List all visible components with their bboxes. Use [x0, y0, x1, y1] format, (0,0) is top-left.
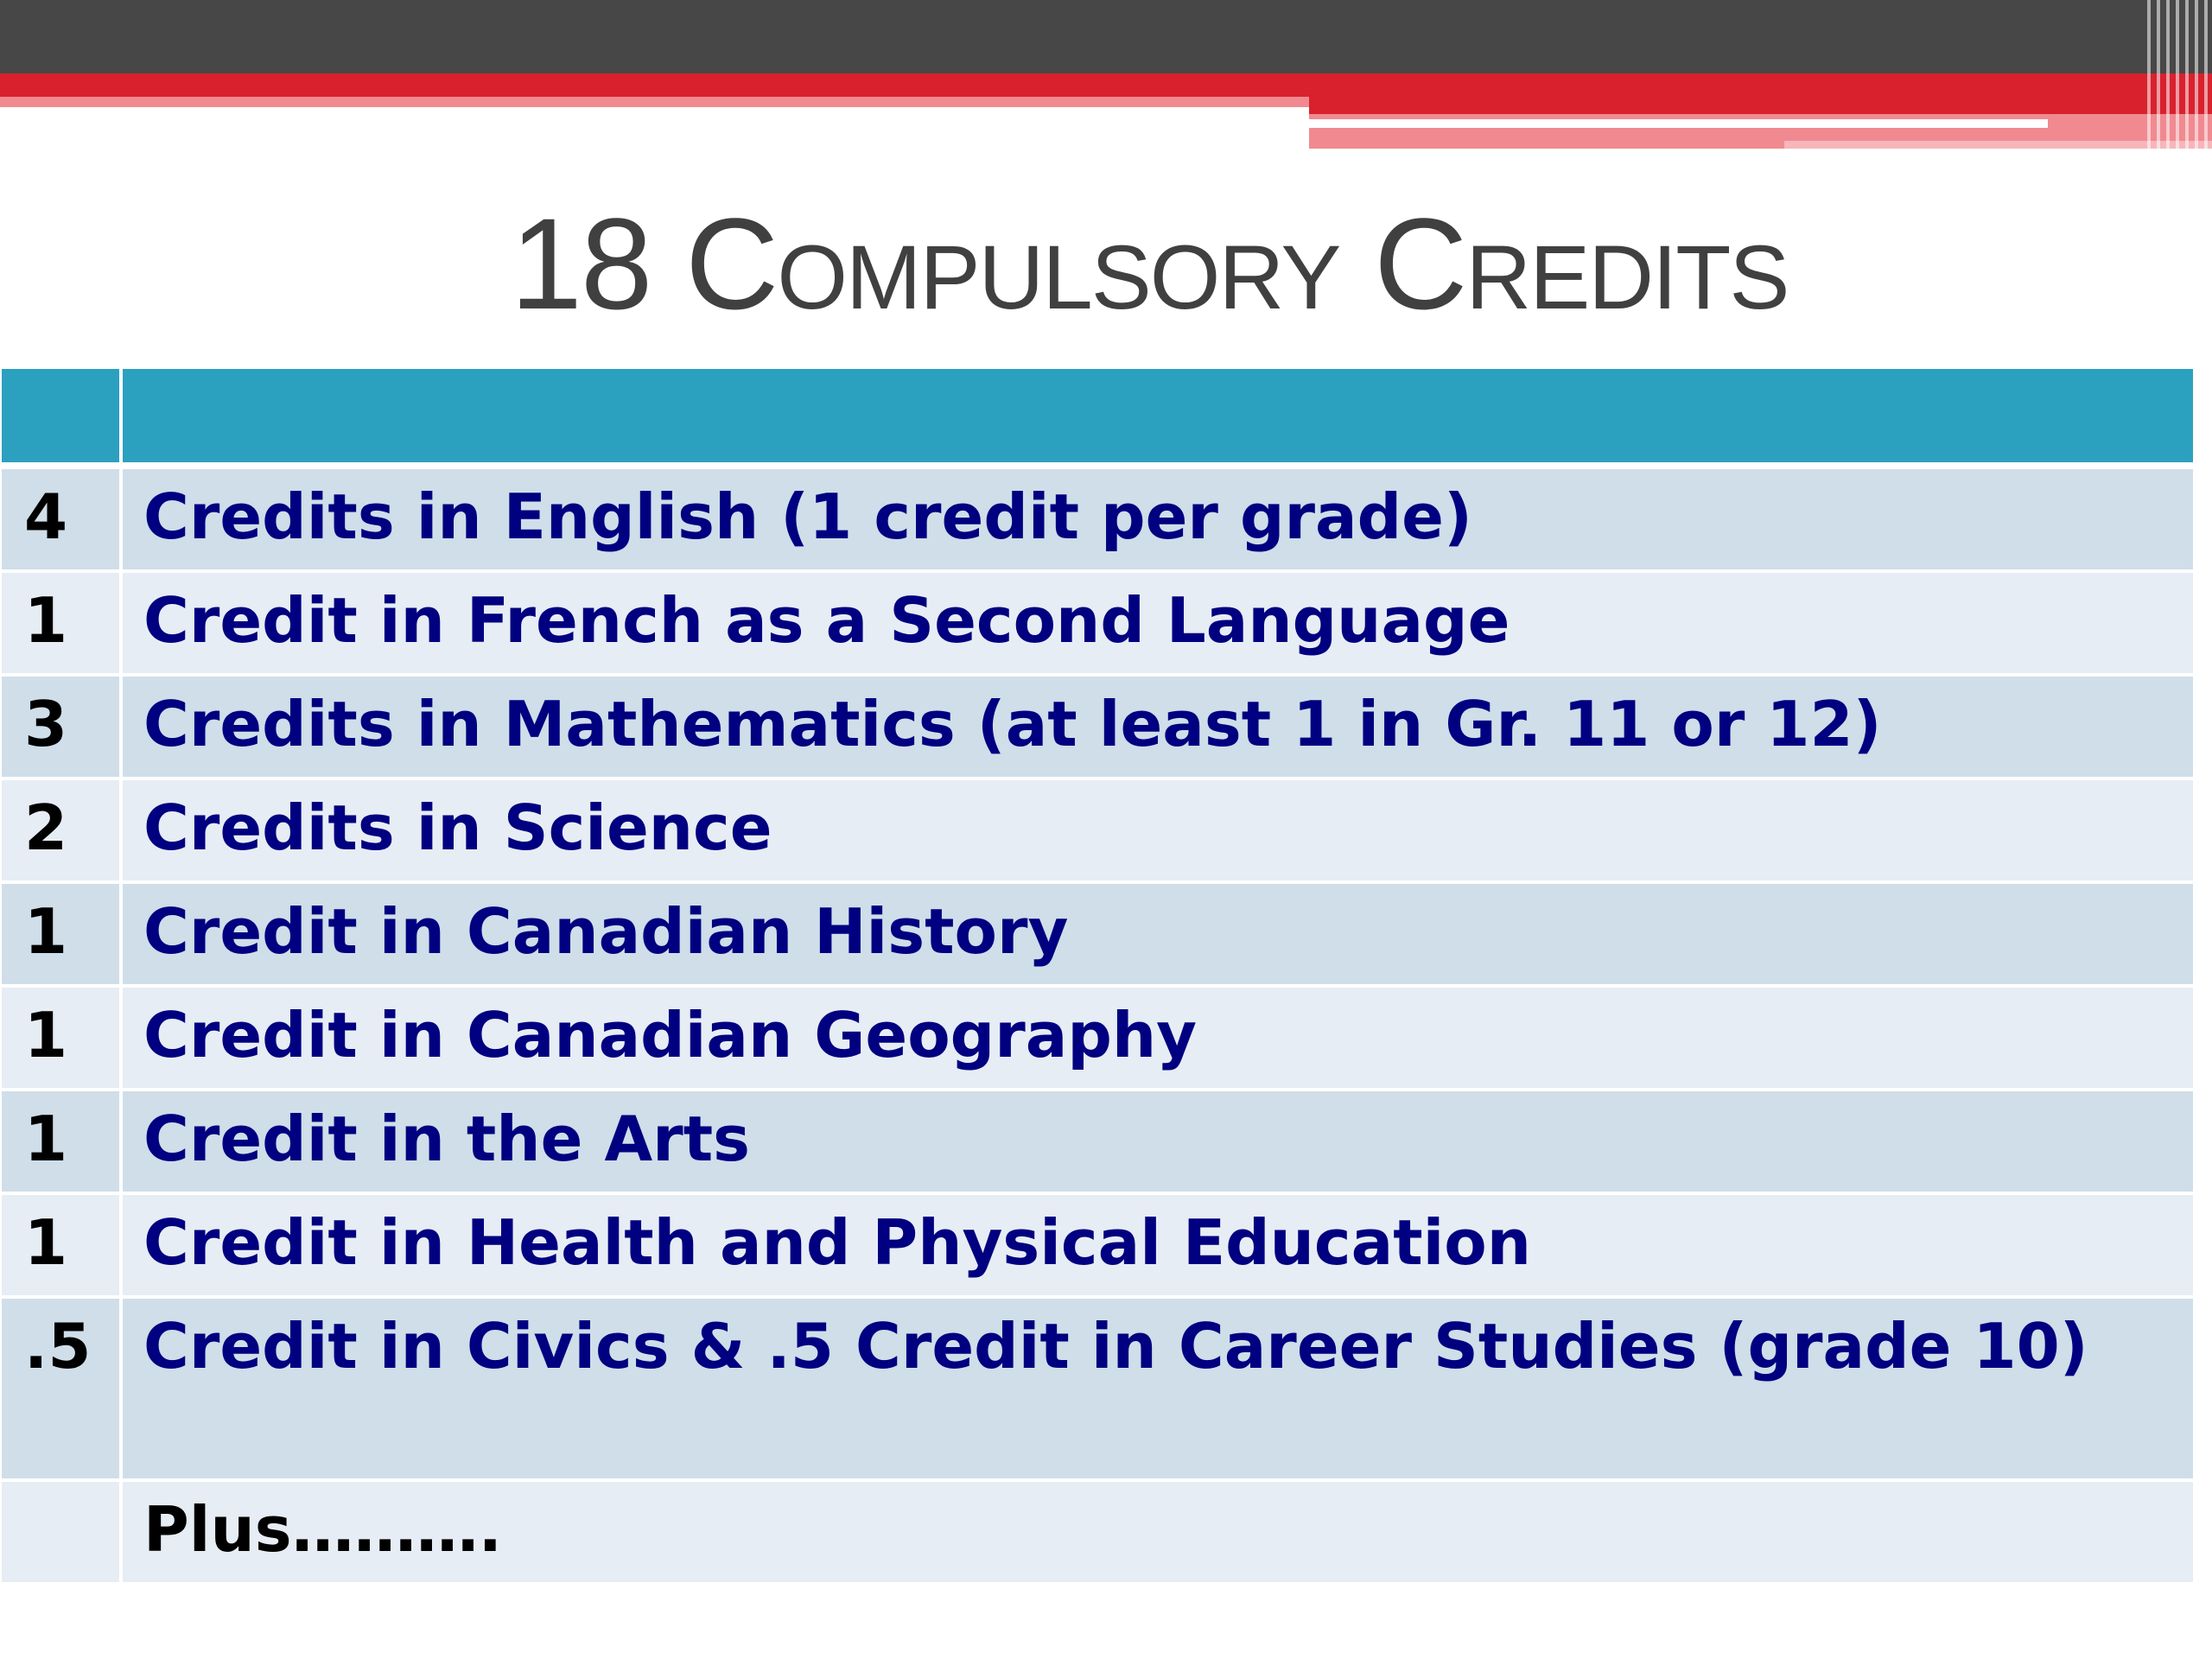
plus-note: Plus……….	[123, 1482, 2193, 1586]
credit-count: 1	[2, 988, 123, 1091]
table-row	[2, 988, 2193, 1091]
credit-description: Credit in Health and Physical Education	[123, 1195, 2193, 1299]
credit-count: 1	[2, 1091, 123, 1195]
accent-stripe-pink	[0, 97, 1309, 107]
table-row	[2, 1482, 2193, 1586]
credit-description: Credits in Mathematics (at least 1 in Gr. 11 or 12)	[123, 677, 2193, 780]
credit-description: Credits in Science	[123, 780, 2193, 884]
credit-count: 1	[2, 1195, 123, 1299]
table-row	[2, 1195, 2193, 1299]
credit-description: Credit in Canadian History	[123, 884, 2193, 988]
accent-stripe-red	[0, 73, 2212, 97]
credits-table	[2, 369, 2193, 1586]
header-cell-description	[123, 369, 2193, 469]
table-row	[2, 1299, 2193, 1482]
table-row	[2, 1091, 2193, 1195]
credit-count: 3	[2, 677, 123, 780]
slide-title: 18 Compulsory Credits	[510, 191, 1789, 336]
table-row	[2, 780, 2193, 884]
credit-description: Credit in Canadian Geography	[123, 988, 2193, 1091]
accent-stripe-red-right	[1309, 97, 2212, 114]
table-row	[2, 573, 2193, 677]
header-cell-count	[2, 369, 123, 469]
credit-description: Credit in Civics & .5 Credit in Career Studies (grade 10)	[123, 1299, 2193, 1482]
table-row	[2, 884, 2193, 988]
credit-description: Credit in French as a Second Language	[123, 573, 2193, 677]
credit-count: 1	[2, 573, 123, 677]
credit-description: Credits in English (1 credit per grade)	[123, 469, 2193, 573]
edge-stripes	[2147, 0, 2212, 149]
credit-count: 1	[2, 884, 123, 988]
table-row	[2, 469, 2193, 573]
credit-count: .5	[2, 1299, 123, 1482]
credit-description: Credit in the Arts	[123, 1091, 2193, 1195]
credit-count: 4	[2, 469, 123, 573]
credit-count: 2	[2, 780, 123, 884]
accent-line	[1309, 119, 2048, 128]
table-header-row	[2, 369, 2193, 469]
table-row	[2, 677, 2193, 780]
credit-count	[2, 1482, 123, 1586]
top-band	[0, 0, 2212, 73]
